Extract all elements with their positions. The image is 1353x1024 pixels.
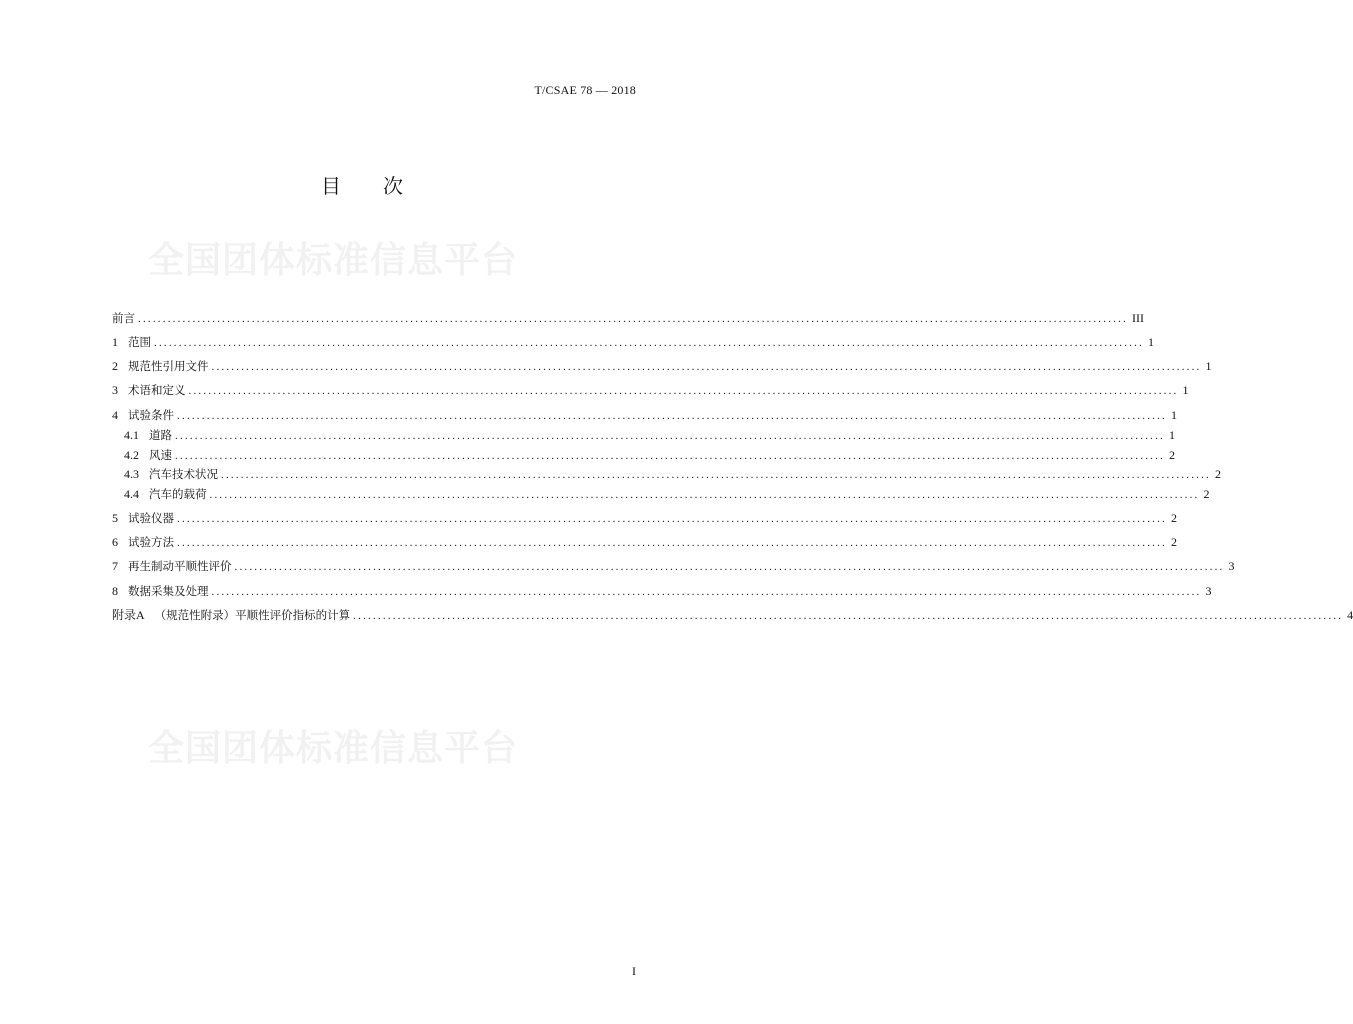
toc-entry-page: 1 <box>1169 428 1175 442</box>
toc-dot-leader: ........................................................................................................................................................................................................ <box>177 537 1167 549</box>
toc-entry-label <box>112 534 177 550</box>
toc-entry-page: 2 <box>1171 535 1177 549</box>
toc-entry-title: 汽车的载荷 <box>149 487 207 501</box>
toc-entry-page: 1 <box>1171 408 1177 422</box>
toc-dot-leader: ........................................................................................................................................................................................................ <box>211 361 1202 373</box>
toc-entry-title: 道路 <box>149 428 172 442</box>
toc-entry[interactable] <box>112 358 1212 374</box>
toc-dot-leader: ........................................................................................................................................................................................................ <box>234 561 1225 573</box>
toc-entry-page: 2 <box>1215 467 1221 481</box>
toc-entry-label <box>112 382 189 398</box>
toc-dot-leader: ........................................................................................................................................................................................................ <box>211 586 1202 598</box>
toc-entry[interactable] <box>112 510 1177 526</box>
toc-entry-number: 5 <box>112 511 118 525</box>
document-code: T/CSAE 78 — 2018 <box>534 83 636 97</box>
toc-dot-leader: ........................................................................................................................................................................................................ <box>154 337 1144 349</box>
toc-entry-label <box>112 510 177 526</box>
toc-entry-label <box>112 358 212 374</box>
toc-entry-number: 4.2 <box>124 448 139 462</box>
toc-entry[interactable] <box>112 558 1235 574</box>
toc-entry[interactable] <box>112 310 1144 326</box>
toc-entry-page: 1 <box>1182 383 1189 397</box>
toc-entry-number: 6 <box>112 535 118 549</box>
toc-dot-leader: ........................................................................................................................................................................................................ <box>177 513 1167 525</box>
toc-entry-title: 术语和定义 <box>128 383 186 397</box>
toc-entry-title: 范围 <box>128 335 151 349</box>
toc-entry-label <box>112 607 353 623</box>
toc-entry[interactable] <box>112 583 1212 599</box>
toc-entry[interactable] <box>112 382 1189 398</box>
toc-entry-number: 3 <box>112 383 118 397</box>
toc-entry[interactable] <box>112 607 1353 623</box>
toc-entry-label <box>124 447 175 463</box>
toc-dot-leader: ........................................................................................................................................................................................................ <box>177 410 1167 422</box>
toc-dot-leader: ........................................................................................................................................................................................................ <box>175 450 1165 462</box>
toc-entry-number: 4.3 <box>124 467 139 481</box>
toc-entry-title: 再生制动平顺性评价 <box>128 559 232 573</box>
watermark-top: 全国团体标准信息平台 <box>148 240 519 281</box>
toc-entry[interactable] <box>124 427 1175 443</box>
toc-entry-page: III <box>1132 311 1144 325</box>
toc-dot-leader: ........................................................................................................................................................................................................ <box>188 385 1179 397</box>
toc-entry-number: 附录A <box>112 608 145 622</box>
toc-entry-title: 规范性引用文件 <box>128 359 209 373</box>
toc-dot-leader: ........................................................................................................................................................................................................ <box>175 430 1165 442</box>
toc-entry-title: 试验条件 <box>128 408 174 422</box>
toc-entry-label <box>124 466 221 482</box>
toc-entry-title: 数据采集及处理 <box>128 584 209 598</box>
page-number: I <box>632 964 636 978</box>
toc-dot-leader: ........................................................................................................................................................................................................ <box>221 469 1211 481</box>
toc-entry-number: 2 <box>112 359 118 373</box>
toc-entry[interactable] <box>112 407 1177 423</box>
toc-entry-number: 4.1 <box>124 428 139 442</box>
toc-entry-label <box>112 558 235 574</box>
toc-entry-label <box>112 407 177 423</box>
toc-entry-page: 1 <box>1205 359 1212 373</box>
page-title <box>0 170 724 199</box>
toc-entry-title: 汽车技术状况 <box>149 467 218 481</box>
toc-entry-page: 3 <box>1205 584 1212 598</box>
toc-entry[interactable] <box>124 486 1210 502</box>
toc-entry-page: 2 <box>1171 511 1177 525</box>
toc-dot-leader: ........................................................................................................................................................................................................ <box>138 313 1128 325</box>
toc-entry-title: 试验仪器 <box>128 511 174 525</box>
toc-entry-label <box>112 334 154 350</box>
toc-entry[interactable] <box>124 466 1221 482</box>
toc-entry-title: （规范性附录）平顺性评价指标的计算 <box>154 608 351 622</box>
toc-entry-label <box>124 486 210 502</box>
toc-entry[interactable] <box>124 447 1175 463</box>
toc-entry-number: 4.4 <box>124 487 139 501</box>
toc-entry-page: 2 <box>1203 487 1210 501</box>
toc-entry[interactable] <box>112 534 1177 550</box>
toc-entry-page: 1 <box>1148 335 1154 349</box>
toc-entry-title: 前言 <box>112 311 135 325</box>
toc-entry-number: 8 <box>112 584 118 598</box>
toc-entry-title: 试验方法 <box>128 535 174 549</box>
toc-entry-page: 2 <box>1169 448 1175 462</box>
toc-entry-label <box>112 583 212 599</box>
toc-entry-number: 7 <box>112 559 118 573</box>
toc-entry-label <box>112 310 138 326</box>
toc-entry-number: 4 <box>112 408 118 422</box>
toc-entry-label <box>124 427 175 443</box>
toc-entry-page: 4 <box>1347 608 1353 622</box>
title-part-2: 次 <box>383 174 403 198</box>
watermark-bottom: 全国团体标准信息平台 <box>148 728 519 769</box>
toc-entry[interactable] <box>112 334 1154 350</box>
toc-entry-title: 风速 <box>149 448 172 462</box>
toc-dot-leader: ........................................................................................................................................................................................................ <box>353 610 1344 622</box>
toc-entry-page: 3 <box>1228 559 1235 573</box>
toc-dot-leader: ........................................................................................................................................................................................................ <box>209 489 1200 501</box>
title-part-1: 目 <box>321 174 341 198</box>
toc-entry-number: 1 <box>112 335 118 349</box>
